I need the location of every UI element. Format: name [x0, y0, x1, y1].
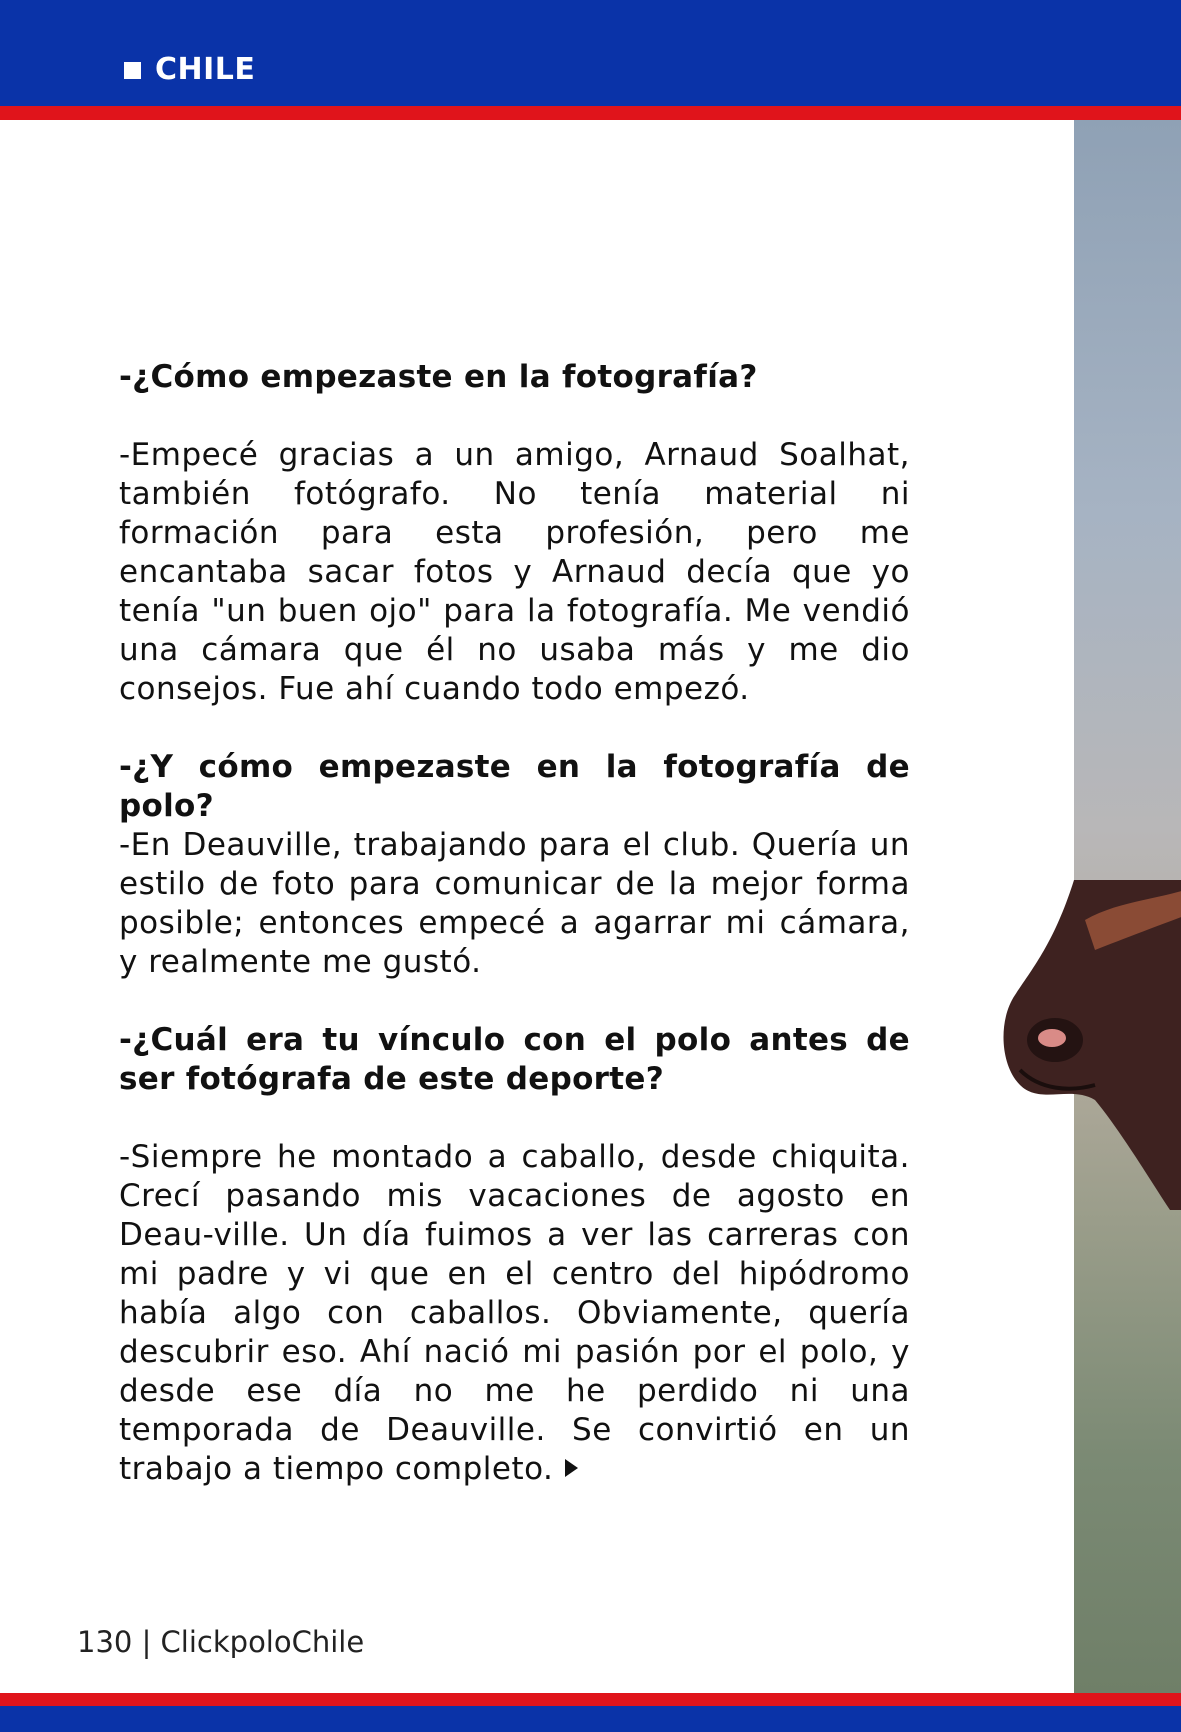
footer-bar	[0, 1706, 1181, 1732]
article-body	[119, 358, 910, 1489]
section-label	[124, 52, 255, 88]
horse-photo	[1074, 120, 1181, 1693]
answer-3: -Siempre he montado a caballo, desde chiquita. Crecí pasando mis vacaciones de agosto en Deau-ville. Un día fuimos a ver las carreras con mi padre y vi que en el centro del hipódromo había algo con caballos. Obviamente, quería descubrir eso. Ahí nació mi pasión por el polo, y desde ese día no me he perdido ni una temporada de Deauville. Se convirtió en un trabajo a tiempo completo.	[119, 1139, 910, 1487]
square-icon	[124, 62, 141, 79]
section-title: CHILE	[155, 52, 256, 87]
page-footer: 130 | ClickpoloChile	[77, 1625, 365, 1659]
answer-1: -Empecé gracias a un amigo, Arnaud Soalhat, también fotógrafo. No tenía material ni formación para esta profesión, pero me encantaba sacar fotos y Arnaud decía que yo tenía "un buen ojo" para la fotografía. Me vendió una cámara que él no usaba más y me dio consejos. Fue ahí cuando todo empezó.	[119, 437, 910, 707]
question-3: -¿Cuál era tu vínculo con el polo antes de ser fotógrafa de este deporte?	[119, 1022, 910, 1097]
question-1: -¿Cómo empezaste en la fotografía?	[119, 359, 758, 395]
footer-red-stripe	[0, 1693, 1181, 1706]
answer-3-paragraph	[119, 1138, 910, 1489]
header-red-stripe	[0, 106, 1181, 120]
play-arrow-icon	[565, 1459, 578, 1477]
answer-2: -En Deauville, trabajando para el club. Quería un estilo de foto para comunicar de la mejor forma posible; entonces empecé a agarrar mi cámara, y realmente me gustó.	[119, 827, 910, 980]
question-2: -¿Y cómo empezaste en la fotografía de polo?	[119, 749, 910, 824]
